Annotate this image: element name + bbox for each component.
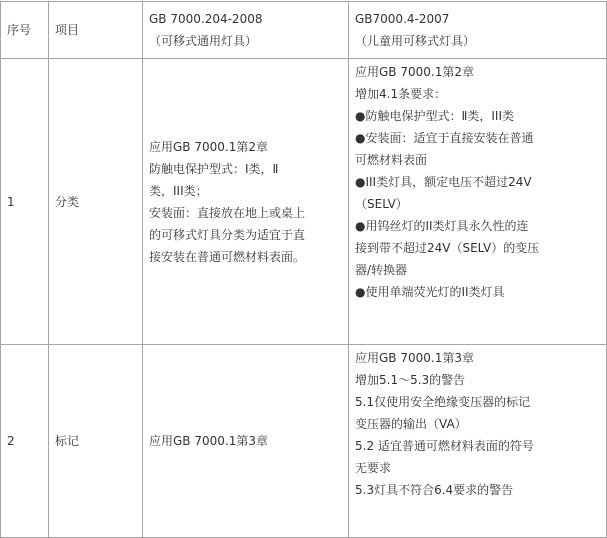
table-header-row — [1, 2, 607, 59]
row-std1: 应用GB 7000.1第3章 — [143, 345, 349, 538]
header-std2: GB7000.4-2007 （儿童用可移式灯具） — [349, 2, 607, 59]
comparison-table — [0, 1, 607, 538]
row-std2: 应用GB 7000.1第3章 增加5.1～5.3的警告 5.1仅使用安全绝缘变压器的标记 变压器的输出（VA） 5.2 适宜普通可燃材料表面的符号 无要求 5.3灯具不符合6.4要求的警告 — [349, 345, 607, 538]
row-std2: 应用GB 7000.1第2章 增加4.1条要求： ●防触电保护型式：Ⅱ类，III类 ●安装面：适宜于直接安装在普通 可燃材料表面 ●III类灯具，额定电压不超过24V （SELV） ●用钨丝灯的II类灯具永久性的连 接到带不超过24V（SELV）的变压 器/转换器 ●使用单端荧光灯的II类灯具 — [349, 59, 607, 345]
row-number: 2 — [1, 345, 49, 538]
row-item: 标记 — [49, 345, 143, 538]
row-item: 分类 — [49, 59, 143, 345]
table-row — [1, 345, 607, 538]
row-std1: 应用GB 7000.1第2章 防触电保护型式：Ⅰ类，Ⅱ 类，III类； 安装面：直接放在地上或桌上 的可移式灯具分类为适宜于直 接安装在普通可燃材料表面。 — [143, 59, 349, 345]
table-row — [1, 59, 607, 345]
header-std1: GB 7000.204-2008 （可移式通用灯具） — [143, 2, 349, 59]
row-number: 1 — [1, 59, 49, 345]
header-no: 序号 — [1, 2, 49, 59]
header-item: 项目 — [49, 2, 143, 59]
